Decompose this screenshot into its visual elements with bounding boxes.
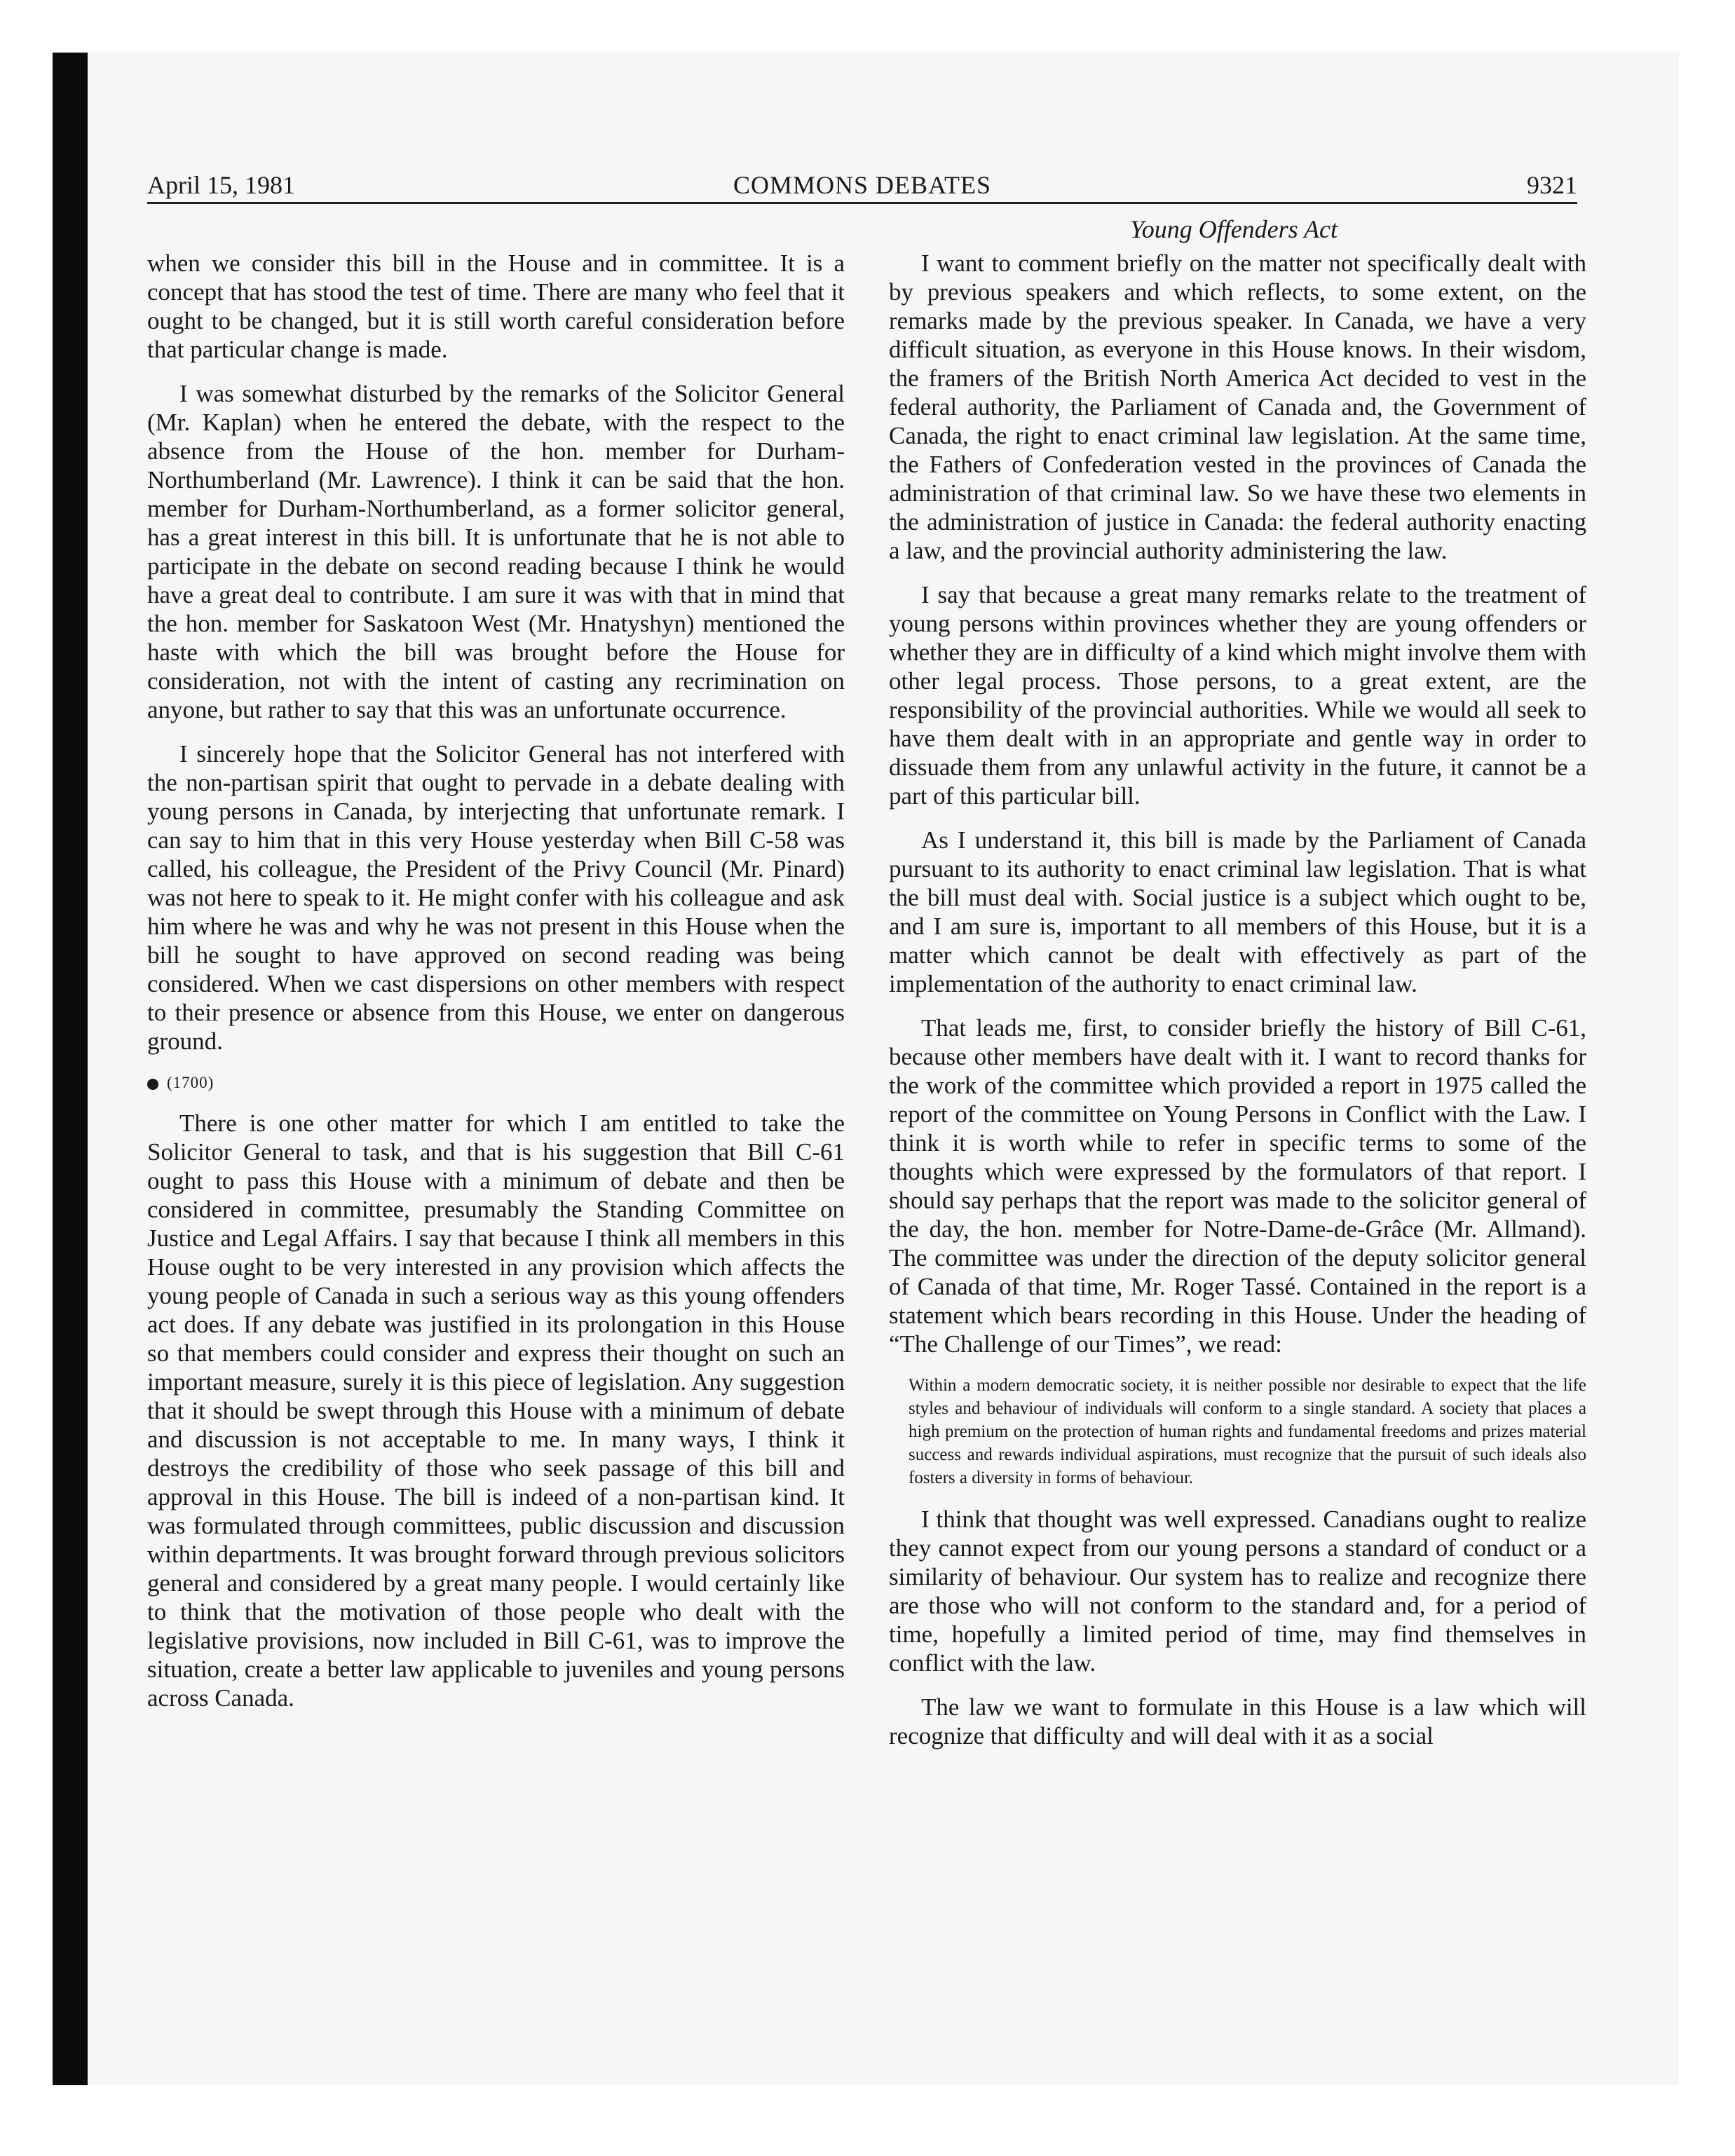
paragraph: The law we want to formulate in this House is a law which will recognize that difficulty and will deal with it as a social (889, 1693, 1586, 1749)
header-publication: COMMONS DEBATES (733, 171, 992, 199)
page-header (147, 160, 1577, 204)
section-heading: Young Offenders Act (1129, 215, 1338, 243)
paragraph: As I understand it, this bill is made by the Parliament of Canada pursuant to its authority to enact criminal law legislation. That is what the bill must deal with. Social justice is a subject which ought to be, and I am sure is, important to all members of this House, but it is a matter which cannot be dealt with effectively as part of the implementation of the authority to enact criminal law. (889, 826, 1586, 997)
paragraph: There is one other matter for which I am entitled to take the Solicitor General to task, and that is his suggestion that Bill C-61 ought to pass this House with a minimum of debate and then be considered in committee, presumably the Standing Committee on Justice and Legal Affairs. I say that because I think all members in this House ought to be very interested in any provision which affects the young people of Canada in such a serious way as this young offenders act does. If any debate was justified in its prolongation in this House so that members could consider and express their thought on such an important measure, surely it is this piece of legislation. Any suggestion that it should be swept through this House with a minimum of debate and discussion is not acceptable to me. In many ways, I think it destroys the credibility of those who seek passage of this bill and approval in this House. The bill is indeed of a non-partisan kind. It was formulated through committees, public discussion and discussion within departments. It was brought forward through previous solicitors general and considered by a great many people. I would certainly like to think that the motivation of those people who dealt with the legislative provisions, now included in Bill C-61, was to improve the situation, create a better law applicable to juveniles and young persons across Canada. (147, 1110, 845, 1712)
paragraph: That leads me, first, to consider briefly the history of Bill C-61, because other members have dealt with it. I want to record thanks for the work of the committee which provided a report in 1975 called the report of the committee on Young Persons in Conflict with the Law. I think it is worth while to refer in specific terms to some of the thoughts which were expressed by the formulators of that report. I should say perhaps that the report was made to the solicitor general of the day, the hon. member for Notre-Dame-de-Grâce (Mr. Allmand). The committee was under the direction of the deputy solicitor general of Canada of that time, Mr. Roger Tassé. Contained in the report is a statement which bears recording in this House. Under the heading of “The Challenge of our Times”, we read: (889, 1014, 1586, 1358)
header-date: April 15, 1981 (147, 171, 295, 199)
paragraph: I was somewhat disturbed by the remarks of the Solicitor General (Mr. Kaplan) when he entered the debate, with the respect to the absence from the House of the hon. member for Durham-Northumberland (Mr. Lawrence). I think it can be said that the hon. member for Durham-Northumberland, as a former solicitor general, has a great interest in this bill. It is unfortunate that he is not able to participate in the debate on second reading because I think he would have a great deal to contribute. I am sure it was with that in mind that the hon. member for Saskatoon West (Mr. Hnatyshyn) mentioned the haste with which the bill was brought before the House for consideration, not with the intent of casting any recrimination on anyone, but rather to say that this was an unfortunate occurrence. (147, 380, 845, 723)
paragraph: I want to comment briefly on the matter not specifically dealt with by previous speakers and which reflects, to some extent, on the remarks made by the previous speaker. In Canada, we have a very difficult situation, as everyone in this House knows. In their wisdom, the framers of the British North America Act decided to vest in the federal authority, the Parliament of Canada and, the Government of Canada, the right to enact criminal law legislation. At the same time, the Fathers of Confederation vested in the provinces of Canada the administration of that criminal law. So we have these two elements in the administration of justice in Canada: the federal authority enacting a law, and the provincial authority administering the law. (889, 250, 1586, 564)
block-quote: Within a modern democratic society, it is neither possible nor desirable to expect that the life styles and behaviour of individuals will conform to a single standard. A society that places a high premium on the protection of human rights and fundamental freedoms and prizes material success and rewards individual aspirations, must recognize that the pursuit of such ideals also fosters a diversity in forms of behaviour. (909, 1376, 1586, 1487)
paragraph: when we consider this bill in the House and in committee. It is a concept that has stood the test of time. There are many who feel that it ought to be changed, but it is still worth careful consideration before that particular change is made. (147, 250, 845, 363)
paragraph: I sincerely hope that the Solicitor General has not interfered with the non-partisan spirit that ought to pervade in a debate dealing with young persons in Canada, by interjecting that unfortunate remark. I can say to him that in this very House yesterday when Bill C-58 was called, his colleague, the President of the Privy Council (Mr. Pinard) was not here to speak to it. He might confer with his colleague and ask him where he was and why he was not present in this House when the bill he sought to have approved on second reading was being considered. When we cast dispersions on other members with respect to their presence or absence from this House, we enter on dangerous ground. (147, 740, 845, 1055)
left-column (147, 249, 845, 1728)
paragraph: I think that thought was well expressed. Canadians ought to realize they cannot expect from our young persons a standard of conduct or a similarity of behaviour. Our system has to realize and recognize there are those who will not conform to the standard and, for a period of time, hopefully a limited period of time, may find themselves in conflict with the law. (889, 1506, 1586, 1677)
bullet-icon (147, 1079, 158, 1090)
right-column (889, 249, 1586, 1766)
paragraph: I say that because a great many remarks relate to the treatment of young persons within provinces whether they are young offenders or whether they are in difficulty of a kind which might involve them with other legal process. Those persons, to a great extent, are the responsibility of the provincial authorities. While we would all seek to have them dealt with in an appropriate and gentle way in order to dissuade them from any unlawful activity in the future, it cannot be a part of this particular bill. (889, 581, 1586, 810)
header-page-number: 9321 (1527, 171, 1577, 199)
time-marker-label: (1700) (167, 1074, 215, 1091)
time-marker (147, 1072, 845, 1093)
scan-border (53, 53, 88, 2085)
